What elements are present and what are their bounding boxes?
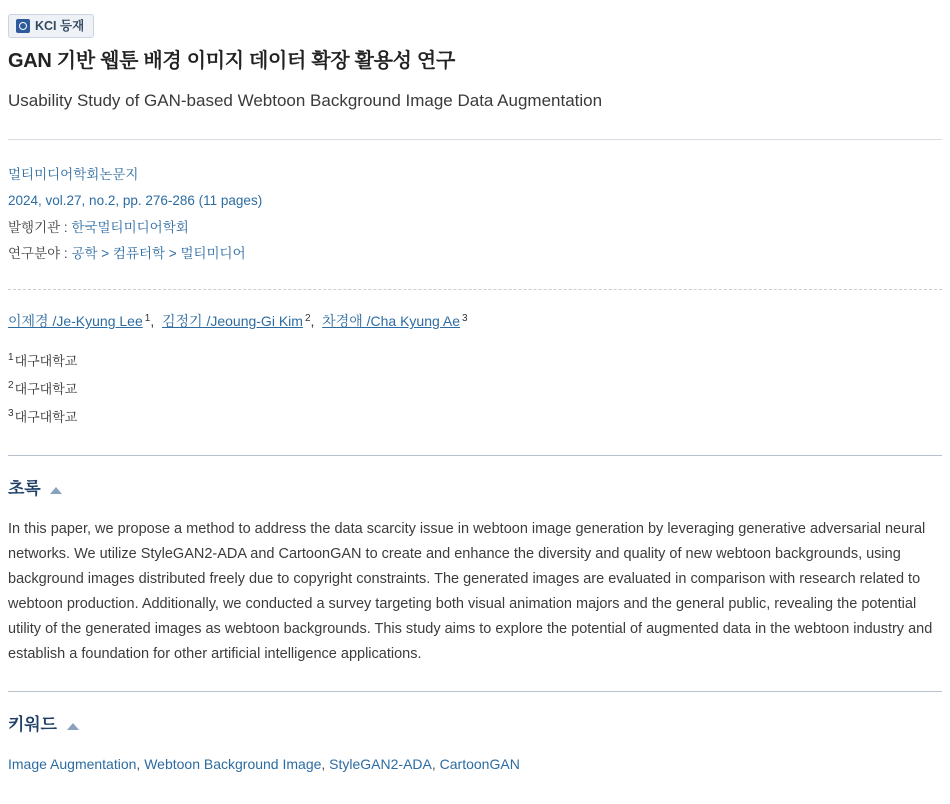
affiliation-name: 대구대학교: [14, 381, 78, 397]
keyword-item[interactable]: Image Augmentation: [8, 756, 137, 772]
kci-seal-icon: [16, 19, 30, 33]
author-entry: [322, 313, 467, 329]
affiliation-item: [8, 375, 942, 403]
chevron-up-icon[interactable]: [67, 723, 79, 730]
abstract-section-header: [8, 474, 942, 499]
publisher-link[interactable]: 한국멀티미디어학회: [71, 219, 189, 235]
author-affiliation-marker: 2: [304, 312, 311, 324]
field-label: 연구분야 :: [8, 245, 72, 261]
badge-row: [8, 14, 942, 38]
keywords-section-header: [8, 710, 942, 735]
author-list: 이제경 /Je-Kyung Lee $^1$, 김정기 /Jeoung-Gi Kim $^2$, 차경애 /Cha Kyung Ae $^3$: [8, 312, 468, 330]
journal-citation-row: [8, 188, 942, 214]
kci-badge-label: KCI 등재: [35, 18, 85, 33]
journal-meta: [8, 162, 942, 267]
author-affiliation-marker: 3: [462, 312, 468, 324]
affiliation-item: [8, 347, 942, 375]
divider-title: [8, 139, 942, 140]
author-name-link[interactable]: 이제경 /Je-Kyung Lee: [8, 313, 143, 330]
journal-name-row: [8, 162, 942, 188]
author-name-link[interactable]: 김정기 /Jeoung-Gi Kim: [161, 313, 303, 330]
page-title-english: Usability Study of GAN-based Webtoon Background Image Data Augmentation: [8, 91, 603, 110]
affiliation-list: [8, 347, 942, 432]
keyword-item[interactable]: CartoonGAN: [439, 756, 520, 772]
chevron-up-icon[interactable]: [50, 487, 62, 494]
author-entry: [162, 313, 311, 329]
divider-abstract: [8, 455, 942, 456]
divider-keywords: [8, 691, 942, 692]
affiliation-marker: 3: [8, 408, 14, 420]
field-link[interactable]: 공학 > 컴퓨터학 > 멀티미디어: [71, 245, 246, 261]
affiliation-name: 대구대학교: [14, 409, 78, 425]
affiliation-item: [8, 403, 942, 431]
affiliation-name: 대구대학교: [14, 352, 78, 368]
divider-meta: [8, 289, 942, 290]
affiliation-marker: 1: [8, 351, 14, 363]
keyword-list: Image Augmentation, Webtoon Background Image, StyleGAN2-ADA, CartoonGAN: [8, 756, 520, 772]
keyword-item[interactable]: StyleGAN2-ADA: [329, 756, 432, 772]
journal-citation-link[interactable]: 2024, vol.27, no.2, pp. 276-286 (11 pages): [8, 193, 263, 209]
affiliation-marker: 2: [8, 379, 14, 391]
author-name-link[interactable]: 차경애 /Cha Kyung Ae: [322, 313, 461, 330]
author-affiliation-marker: 1: [144, 312, 151, 324]
author-entry: [8, 313, 150, 329]
abstract-heading: 초록: [8, 479, 41, 499]
keyword-item[interactable]: Webtoon Background Image: [144, 756, 322, 772]
abstract-body: In this paper, we propose a method to address the data scarcity issue in webtoon image generation by leveraging generative adversarial neural networks. We utilize StyleGAN2-ADA and CartoonGAN to create and enhance the diversity and quality of new webtoon backgrounds, using background images distributed freely due to copyright constraints. The generated images are evaluated in comparison with research related to webtoon production. Additionally, we conducted a survey targeting both visual animation majors and the general public, revealing the potential utility of the generated images as webtoon backgrounds. This study aims to explore the potential of augmented data in the webtoon industry and establish a foundation for other artificial intelligence applications.: [8, 521, 933, 663]
publisher-label: 발행기관 :: [8, 219, 72, 235]
kci-registered-badge: [8, 14, 94, 38]
journal-name-link[interactable]: 멀티미디어학회논문지: [8, 166, 139, 182]
page-title-korean: GAN 기반 웹툰 배경 이미지 데이터 확장 활용성 연구: [8, 50, 455, 72]
journal-field-row: [8, 241, 942, 267]
keywords-heading: 키워드: [8, 715, 57, 734]
journal-publisher-row: [8, 215, 942, 241]
